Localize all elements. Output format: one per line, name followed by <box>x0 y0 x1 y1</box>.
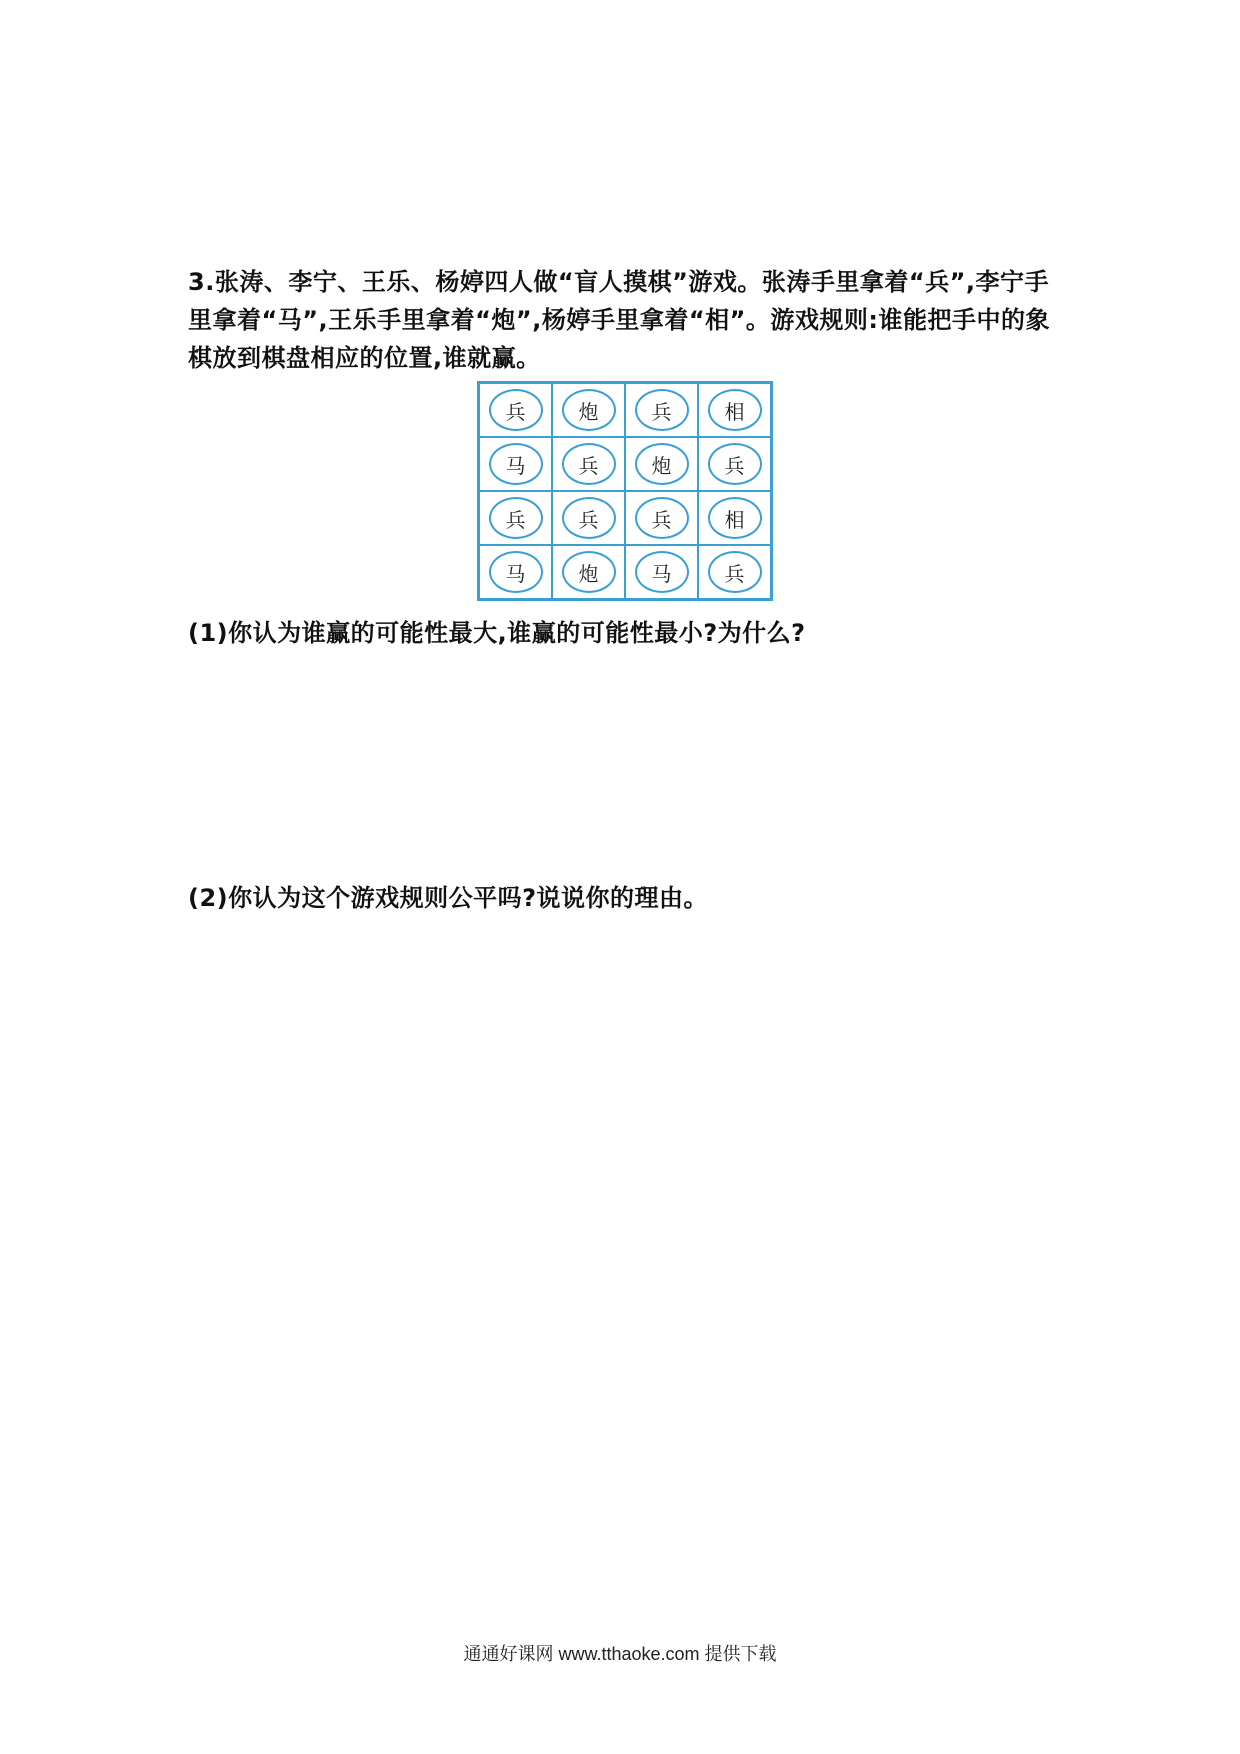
chess-piece: 相 <box>708 497 762 539</box>
chess-piece: 兵 <box>708 551 762 593</box>
chess-piece: 相 <box>708 389 762 431</box>
board-cell <box>552 437 625 491</box>
problem-statement <box>188 263 1068 377</box>
board-cell <box>625 491 698 545</box>
chess-board <box>477 381 773 601</box>
board-cell <box>552 491 625 545</box>
board-cell <box>625 437 698 491</box>
board-cell <box>479 545 552 599</box>
board-cell <box>698 491 771 545</box>
board-cell <box>698 383 771 437</box>
board-cell <box>479 491 552 545</box>
board-cell <box>479 383 552 437</box>
board-cell <box>625 383 698 437</box>
board-cell <box>698 437 771 491</box>
question-1: (1)你认为谁赢的可能性最大,谁赢的可能性最小?为什么? <box>188 619 806 647</box>
question-2: (2)你认为这个游戏规则公平吗?说说你的理由。 <box>188 884 709 912</box>
chess-piece: 兵 <box>489 389 543 431</box>
chess-piece: 马 <box>489 551 543 593</box>
chess-piece: 兵 <box>562 443 616 485</box>
chess-piece: 兵 <box>708 443 762 485</box>
chess-piece: 马 <box>489 443 543 485</box>
board-cell <box>552 383 625 437</box>
chess-piece: 马 <box>635 551 689 593</box>
board-cell <box>698 545 771 599</box>
chess-piece: 炮 <box>562 551 616 593</box>
chess-piece: 兵 <box>489 497 543 539</box>
board-cell <box>479 437 552 491</box>
chess-piece: 兵 <box>562 497 616 539</box>
problem-text: 3.张涛、李宁、王乐、杨婷四人做“盲人摸棋”游戏。张涛手里拿着“兵”,李宁手里拿着“马”,王乐手里拿着“炮”,杨婷手里拿着“相”。游戏规则:谁能把手中的象棋放到棋盘相应的位置,谁就赢。 <box>188 268 1050 372</box>
chess-piece: 炮 <box>562 389 616 431</box>
board-cell <box>552 545 625 599</box>
chess-piece: 炮 <box>635 443 689 485</box>
chess-piece: 兵 <box>635 389 689 431</box>
footer-source: 通通好课网 www.tthaoke.com 提供下载 <box>463 1644 777 1664</box>
chess-piece: 兵 <box>635 497 689 539</box>
board-cell <box>625 545 698 599</box>
